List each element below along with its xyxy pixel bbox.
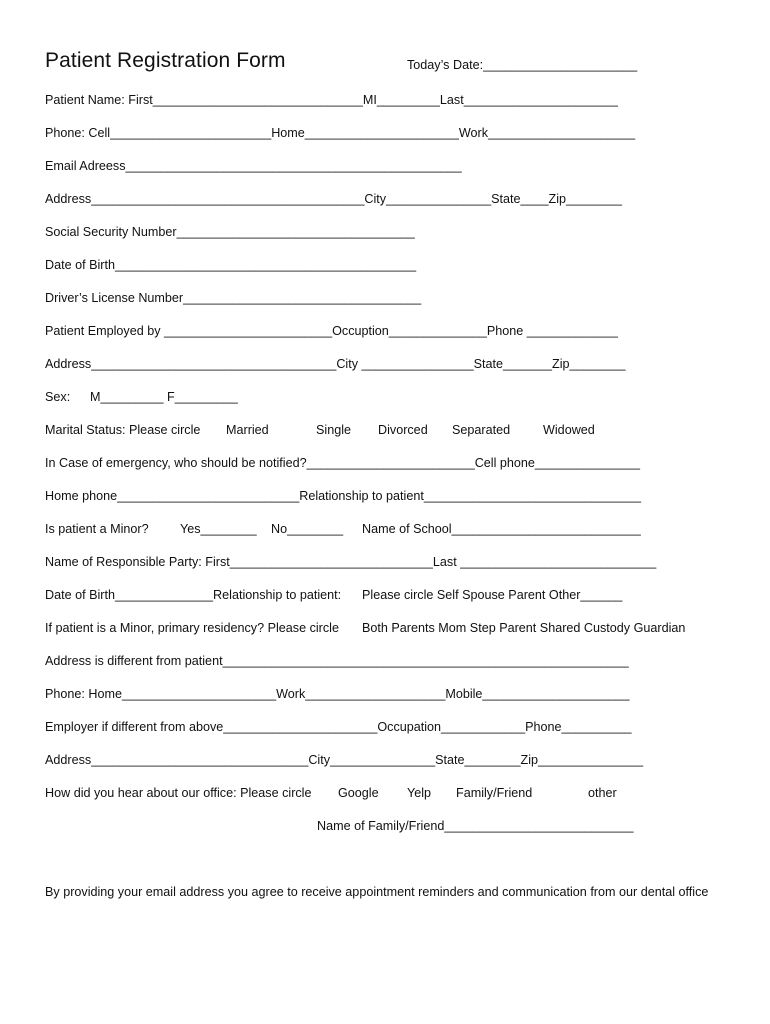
todays-date-field[interactable]: Today’s Date:______________________ <box>407 58 638 72</box>
dob-row-segment[interactable]: Date of Birth___________________________________________ <box>45 258 417 272</box>
responsible-party-row-segment[interactable]: Name of Responsible Party: First_____________________________Last ____________________________ <box>45 555 657 569</box>
responsible-address-row-segment[interactable]: Address_______________________________City_______________State________Zip_______________ <box>45 753 644 767</box>
sex-row-segment[interactable]: M_________ F_________ <box>90 390 238 404</box>
drivers-license-row-segment[interactable]: Driver’s License Number__________________________________ <box>45 291 422 305</box>
primary-residency-row-segment: Both Parents Mom Step Parent Shared Custody Guardian <box>362 621 686 635</box>
marital-status-row-segment: Divorced <box>378 423 428 437</box>
employer-address-row-segment[interactable]: Address___________________________________City ________________State_______Zip________ <box>45 357 626 371</box>
referral-name-row-segment[interactable]: Name of Family/Friend___________________________ <box>317 819 634 833</box>
primary-residency-row-segment: If patient is a Minor, primary residency? Please circle <box>45 621 339 635</box>
responsible-employer-row-segment[interactable]: Employer if different from above______________________Occupation____________Phone__________ <box>45 720 632 734</box>
sex-row-segment: Sex: <box>45 390 71 404</box>
phone-row-segment[interactable]: Phone: Cell_______________________Home______________________Work_____________________ <box>45 126 636 140</box>
minor-row-segment[interactable]: Name of School___________________________ <box>362 522 641 536</box>
address-row-segment[interactable]: Address_______________________________________City_______________State____Zip________ <box>45 192 623 206</box>
emergency-contact-row-segment[interactable]: In Case of emergency, who should be notified?________________________Cell phone_______________ <box>45 456 640 470</box>
responsible-phone-row-segment[interactable]: Phone: Home______________________Work____________________Mobile_____________________ <box>45 687 630 701</box>
marital-status-row-segment: Marital Status: Please circle <box>45 423 201 437</box>
marital-status-row-segment: Widowed <box>543 423 595 437</box>
home-phone-row-segment[interactable]: Home phone__________________________Relationship to patient_______________________________ <box>45 489 641 503</box>
minor-row-segment: Is patient a Minor? <box>45 522 149 536</box>
responsible-dob-row-segment[interactable]: Please circle Self Spouse Parent Other______ <box>362 588 623 602</box>
minor-row-segment[interactable]: No________ <box>271 522 344 536</box>
responsible-dob-row-segment[interactable]: Date of Birth______________Relationship to patient: <box>45 588 342 602</box>
referral-row-segment: Yelp <box>407 786 432 800</box>
marital-status-row-segment: Separated <box>452 423 511 437</box>
email-row-segment[interactable]: Email Adreess________________________________________________ <box>45 159 462 173</box>
form-title: Patient Registration Form <box>45 49 286 72</box>
patient-name-row-segment[interactable]: Patient Name: First______________________________MI_________Last______________________ <box>45 93 618 107</box>
referral-row-segment: How did you hear about our office: Please circle <box>45 786 312 800</box>
marital-status-row-segment: Single <box>316 423 352 437</box>
referral-row-segment: Google <box>338 786 379 800</box>
referral-row-segment: other <box>588 786 617 800</box>
ssn-row-segment[interactable]: Social Security Number__________________________________ <box>45 225 415 239</box>
marital-status-row-segment: Married <box>226 423 269 437</box>
minor-row-segment[interactable]: Yes________ <box>180 522 257 536</box>
employer-row-segment[interactable]: Patient Employed by ________________________Occuption______________Phone _____________ <box>45 324 618 338</box>
different-address-row-segment[interactable]: Address is different from patient__________________________________________________________ <box>45 654 629 668</box>
consent-row-segment: By providing your email address you agree to receive appointment reminders and communication from our dental office <box>45 885 709 899</box>
referral-row-segment: Family/Friend <box>456 786 533 800</box>
